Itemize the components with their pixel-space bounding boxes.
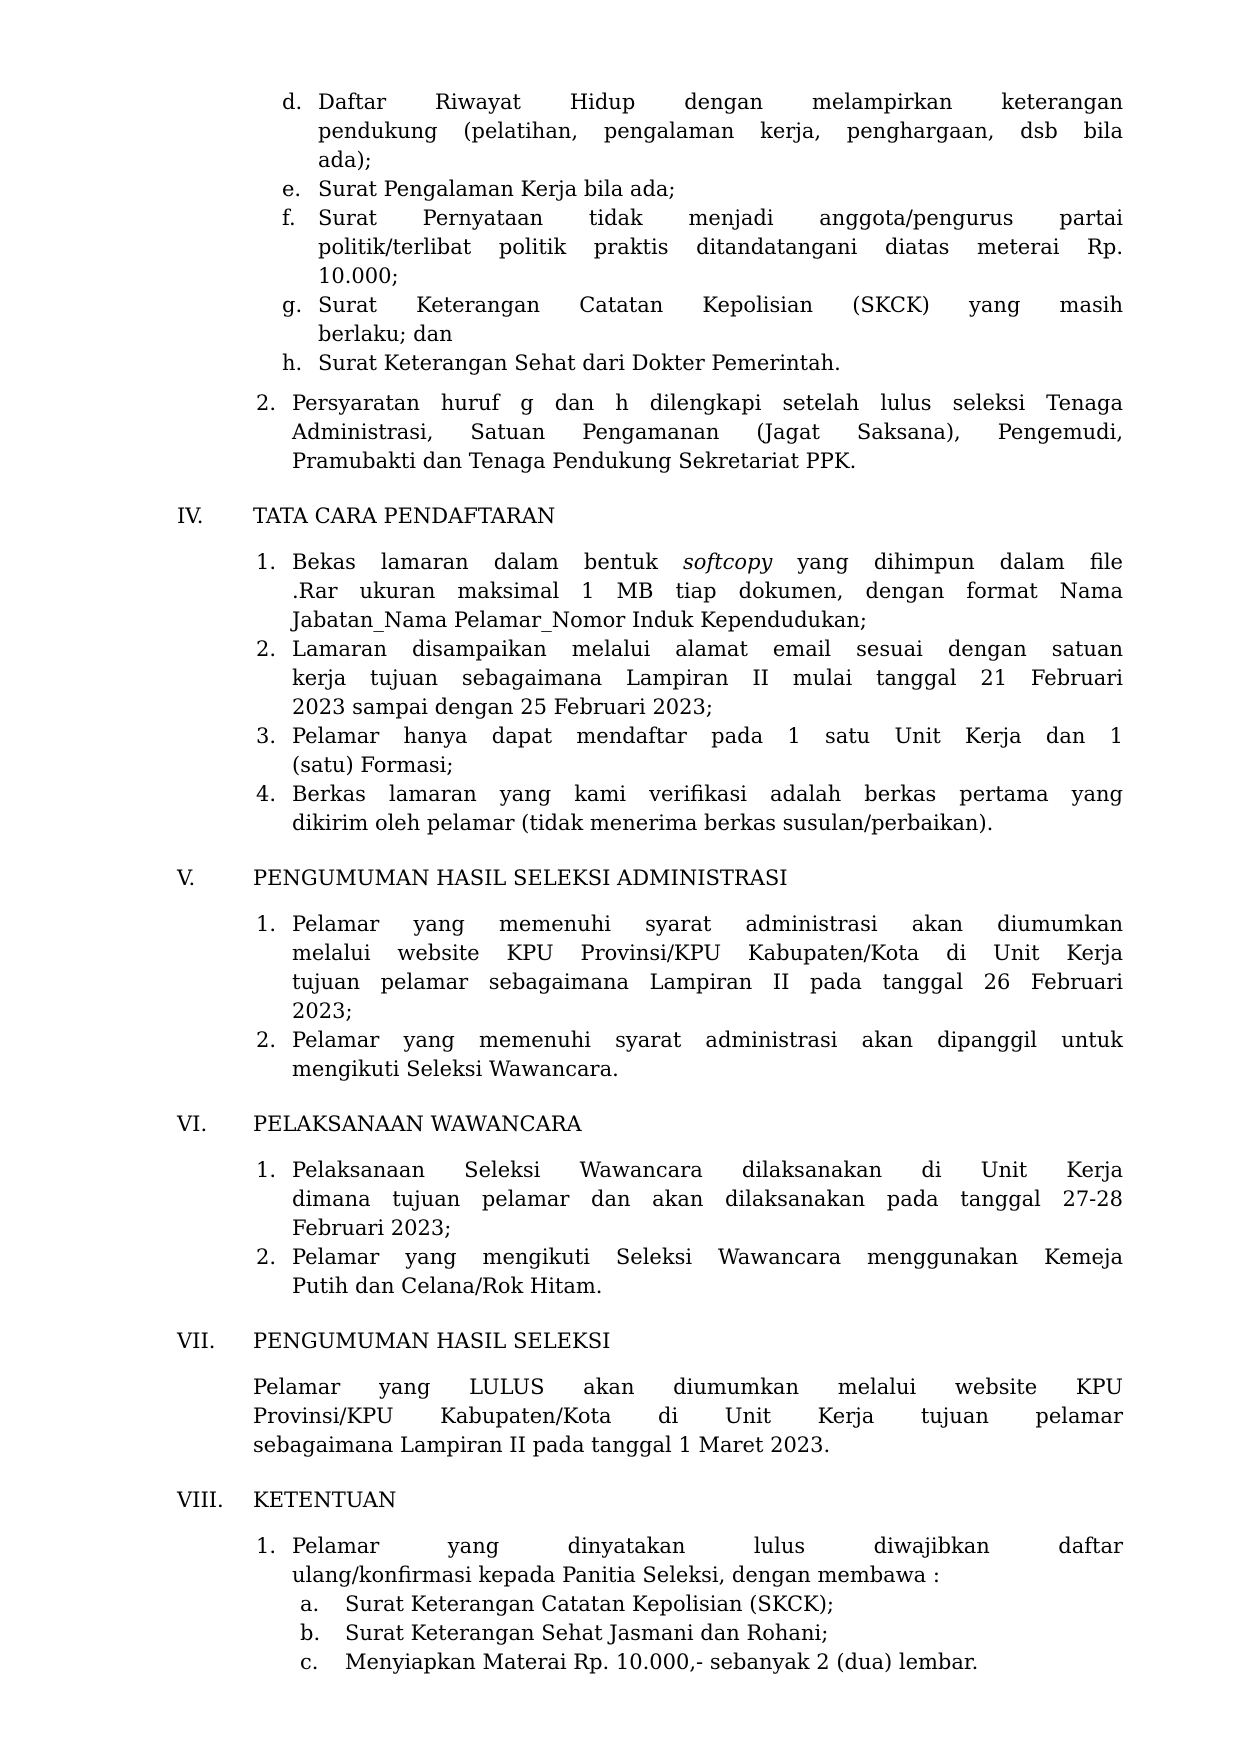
section-heading-v	[177, 864, 1123, 893]
text-line: Surat Pernyataan tidak menjadi anggota/pengurus partai	[318, 206, 1123, 230]
list-item	[256, 389, 1123, 476]
text-line: Pelamar yang mengikuti Seleksi Wawancara menggunakan Kemeja	[292, 1245, 1123, 1269]
section-iv-list	[177, 548, 1123, 838]
list-item	[282, 291, 1123, 349]
list-item-marker: 3.	[256, 724, 277, 748]
list-item	[282, 88, 1123, 175]
text-line: Bekas lamaran dalam bentuk softcopy yang dihimpun dalam file	[292, 550, 1123, 574]
text-line: Surat Keterangan Catatan Kepolisian (SKCK) yang masih	[318, 293, 1123, 317]
text-line: Administrasi, Satuan Pengamanan (Jagat Saksana), Pengemudi,	[292, 420, 1123, 444]
list-item	[256, 780, 1123, 838]
list-item-marker: 2.	[256, 391, 277, 415]
text-line: Pelamar yang dinyatakan lulus diwajibkan daftar	[292, 1534, 1123, 1558]
list-item	[282, 175, 1123, 204]
list-item-text	[345, 1619, 1123, 1648]
section-title: TATA CARA PENDAFTARAN	[253, 504, 556, 528]
list-item-text	[318, 88, 1123, 175]
text-line: .Rar ukuran maksimal 1 MB tiap dokumen, dengan format Nama	[292, 579, 1123, 603]
text-line: 2023;	[292, 999, 353, 1023]
text-line: Pelaksanaan Seleksi Wawancara dilaksanakan di Unit Kerja	[292, 1158, 1123, 1182]
text-line: 2023 sampai dengan 25 Februari 2023;	[292, 695, 713, 719]
text-line: Surat Keterangan Sehat Jasmani dan Rohani;	[345, 1621, 829, 1645]
section-heading-viii	[177, 1486, 1123, 1515]
text-line: pendukung (pelatihan, pengalaman kerja, penghargaan, dsb bila	[318, 119, 1123, 143]
list-item-marker: 1.	[256, 1534, 277, 1558]
list-item-text	[292, 722, 1123, 780]
list-item-marker: a.	[300, 1592, 320, 1616]
list-item-text	[345, 1590, 1123, 1619]
list-item-text	[292, 780, 1123, 838]
list-item-marker: g.	[282, 293, 303, 317]
list-item-marker: 2.	[256, 1028, 277, 1052]
list-item-marker: c.	[300, 1650, 319, 1674]
text-line: 10.000;	[318, 264, 399, 288]
text-line: Pelamar yang memenuhi syarat administrasi akan dipanggil untuk	[292, 1028, 1123, 1052]
text-line: Putih dan Celana/Rok Hitam.	[292, 1274, 603, 1298]
list-item-text	[345, 1648, 1123, 1677]
text-line: politik/terlibat politik praktis ditandatangani diatas meterai Rp.	[318, 235, 1123, 259]
list-item	[282, 349, 1123, 378]
section-heading-iv	[177, 502, 1123, 531]
text-line: tujuan pelamar sebagaimana Lampiran II pada tanggal 26 Februari	[292, 970, 1123, 994]
text-line: Daftar Riwayat Hidup dengan melampirkan keterangan	[318, 90, 1123, 114]
text-line: Persyaratan huruf g dan h dilengkapi setelah lulus seleksi Tenaga	[292, 391, 1123, 415]
text-line: Lamaran disampaikan melalui alamat email sesuai dengan satuan	[292, 637, 1123, 661]
list-item-text	[292, 1156, 1123, 1243]
text-line: Pramubakti dan Tenaga Pendukung Sekretariat PPK.	[292, 449, 857, 473]
list-item-marker: f.	[282, 206, 296, 230]
text-line: Menyiapkan Materai Rp. 10.000,- sebanyak 2 (dua) lembar.	[345, 1650, 979, 1674]
text-line: mengikuti Seleksi Wawancara.	[292, 1057, 619, 1081]
list-item	[256, 1532, 1123, 1677]
section-title: PELAKSANAAN WAWANCARA	[253, 1112, 582, 1136]
list-item-text	[318, 204, 1123, 291]
section-heading-vi	[177, 1110, 1123, 1139]
text-line: Surat Keterangan Catatan Kepolisian (SKCK);	[345, 1592, 834, 1616]
section-numeral: VIII.	[177, 1488, 224, 1512]
section-vi-list	[177, 1156, 1123, 1301]
list-item	[256, 1026, 1123, 1084]
list-item-text	[292, 910, 1123, 1026]
section-title: KETENTUAN	[253, 1488, 397, 1512]
list-item	[256, 1156, 1123, 1243]
list-item-marker: 1.	[256, 1158, 277, 1182]
list-item-text	[318, 291, 1123, 349]
list-item-marker: 1.	[256, 912, 277, 936]
text-line: dimana tujuan pelamar dan akan dilaksanakan pada tanggal 27-28	[292, 1187, 1123, 1211]
text-line: sebagaimana Lampiran II pada tanggal 1 Maret 2023.	[253, 1433, 831, 1457]
list-item	[300, 1590, 1123, 1619]
list-item-marker: b.	[300, 1621, 321, 1645]
section-numeral: IV.	[177, 504, 204, 528]
list-item	[256, 910, 1123, 1026]
text-line: Surat Keterangan Sehat dari Dokter Pemerintah.	[318, 351, 841, 375]
section-heading-vii	[177, 1327, 1123, 1356]
list-item-marker: 4.	[256, 782, 277, 806]
text-line: Jabatan_Nama Pelamar_Nomor Induk Kependudukan;	[292, 608, 867, 632]
text-line: (satu) Formasi;	[292, 753, 454, 777]
section-vii-paragraph	[253, 1373, 1123, 1460]
list-item	[300, 1648, 1123, 1677]
section-viii-list	[177, 1532, 1123, 1677]
text-line: melalui website KPU Provinsi/KPU Kabupaten/Kota di Unit Kerja	[292, 941, 1123, 965]
text-line: ada);	[318, 148, 372, 172]
list-item-text	[292, 1532, 1123, 1677]
list-item-lines	[292, 1532, 1123, 1590]
list-item	[282, 204, 1123, 291]
sub-letter-list	[292, 1590, 1123, 1677]
text-line: Februari 2023;	[292, 1216, 452, 1240]
list-item-marker: 1.	[256, 550, 277, 574]
list-item	[300, 1619, 1123, 1648]
list-item-marker: h.	[282, 351, 303, 375]
section-numeral: V.	[177, 866, 196, 890]
text-line: Pelamar yang memenuhi syarat administrasi akan diumumkan	[292, 912, 1123, 936]
section-numeral: VI.	[177, 1112, 208, 1136]
list-item-text	[318, 175, 1123, 204]
list-item	[256, 722, 1123, 780]
list-item-marker: d.	[282, 90, 303, 114]
list-item	[256, 548, 1123, 635]
section-title: PENGUMUMAN HASIL SELEKSI ADMINISTRASI	[253, 866, 788, 890]
text-line: kerja tujuan sebagaimana Lampiran II mulai tanggal 21 Februari	[292, 666, 1123, 690]
list-item-text	[292, 1243, 1123, 1301]
list-item-text	[292, 1026, 1123, 1084]
list-item-text	[292, 389, 1123, 476]
section-title: PENGUMUMAN HASIL SELEKSI	[253, 1329, 611, 1353]
text-line: Pelamar hanya dapat mendaftar pada 1 satu Unit Kerja dan 1	[292, 724, 1123, 748]
text-line: berlaku; dan	[318, 322, 453, 346]
text-line: Provinsi/KPU Kabupaten/Kota di Unit Kerja tujuan pelamar	[253, 1404, 1123, 1428]
text-line: ulang/konfirmasi kepada Panitia Seleksi, dengan membawa :	[292, 1563, 940, 1587]
list-item	[256, 635, 1123, 722]
list-item-marker: 2.	[256, 637, 277, 661]
list-item	[256, 1243, 1123, 1301]
list-item-text	[292, 635, 1123, 722]
list-item-marker: 2.	[256, 1245, 277, 1269]
list-item-text	[292, 548, 1123, 635]
section-v-list	[177, 910, 1123, 1084]
list-item-marker: e.	[282, 177, 302, 201]
section-numeral: VII.	[177, 1329, 216, 1353]
text-line: Berkas lamaran yang kami verifikasi adalah berkas pertama yang	[292, 782, 1123, 806]
text-line: Pelamar yang LULUS akan diumumkan melalui website KPU	[253, 1375, 1123, 1399]
text-line: Surat Pengalaman Kerja bila ada;	[318, 177, 676, 201]
list-item-text	[318, 349, 1123, 378]
text-line: dikirim oleh pelamar (tidak menerima berkas susulan/perbaikan).	[292, 811, 994, 835]
intro-letter-list	[177, 88, 1123, 378]
